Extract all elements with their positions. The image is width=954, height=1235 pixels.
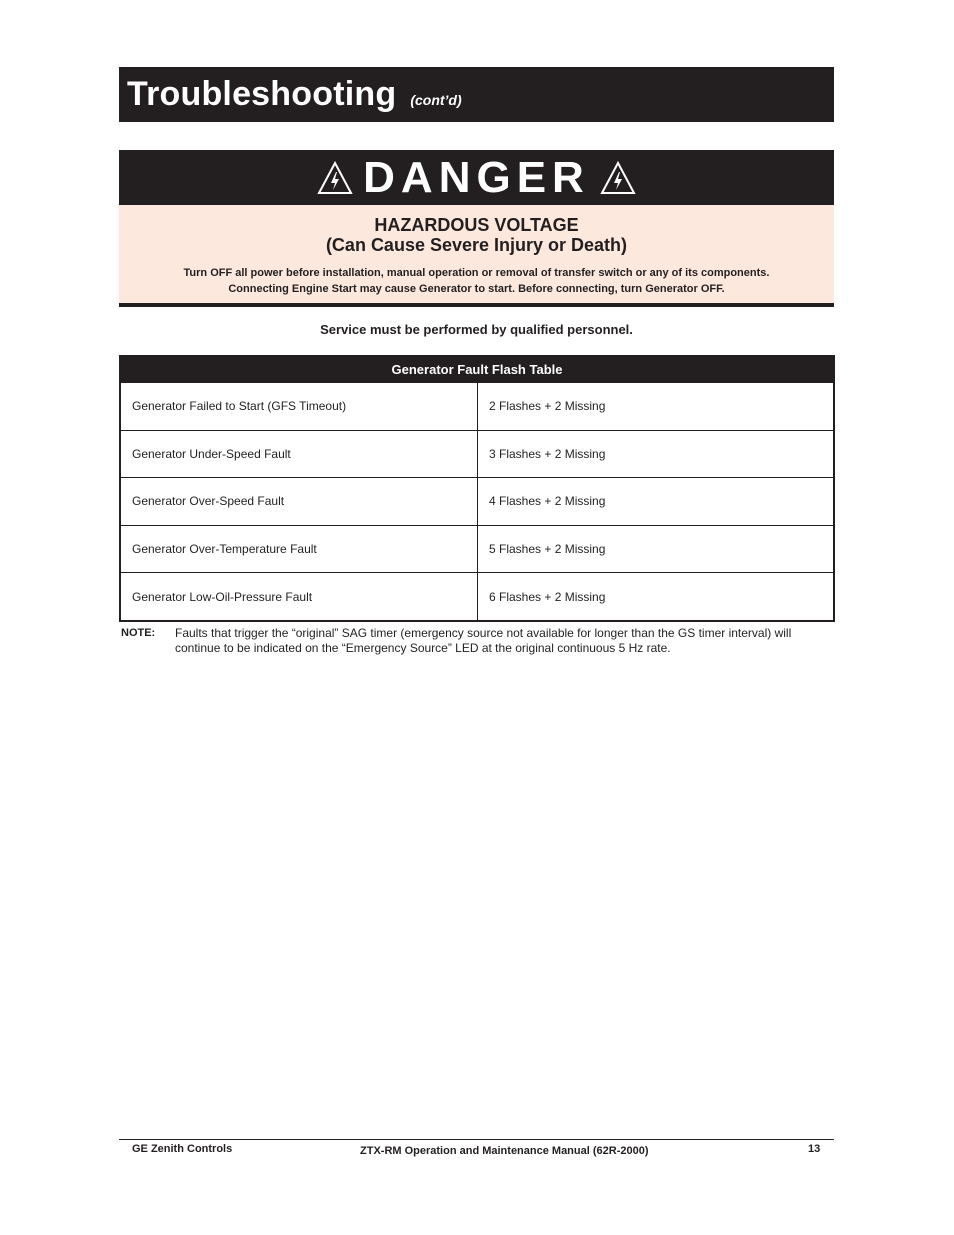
table-title: Generator Fault Flash Table [121, 357, 833, 382]
table-note [121, 626, 826, 656]
danger-banner [119, 150, 834, 205]
hazard-heading: HAZARDOUS VOLTAGE [374, 215, 579, 235]
fault-cell: Generator Over-Speed Fault [121, 478, 478, 525]
high-voltage-warning-icon [600, 161, 636, 195]
fault-cell: Generator Low-Oil-Pressure Fault [121, 573, 478, 620]
hazard-subheading: (Can Cause Severe Injury or Death) [325, 235, 628, 255]
fault-cell: Generator Failed to Start (GFS Timeout) [121, 383, 478, 430]
table-row [121, 525, 833, 573]
page-number: 13 [808, 1143, 821, 1155]
flash-code-cell: 6 Flashes + 2 Missing [489, 589, 606, 604]
danger-divider [119, 303, 834, 307]
hazard-instruction-2: Connecting Engine Start may cause Generator to start. Before connecting, turn Generator OFF. [228, 283, 725, 295]
footer-divider [119, 1139, 834, 1140]
note-label: NOTE: [121, 627, 156, 639]
page-title: Troubleshooting [127, 75, 397, 113]
danger-label: DANGER [363, 152, 590, 202]
footer-company: GE Zenith Controls [132, 1143, 233, 1155]
table-row [121, 572, 833, 620]
flash-code-cell: 3 Flashes + 2 Missing [489, 446, 606, 461]
flash-code-cell: 4 Flashes + 2 Missing [489, 494, 606, 509]
section-title-bar [119, 67, 834, 122]
service-notice: Service must be performed by qualified personnel. [320, 322, 633, 337]
flash-code-cell: 5 Flashes + 2 Missing [489, 542, 606, 557]
fault-cell: Generator Over-Temperature Fault [121, 526, 478, 573]
danger-message-panel [119, 205, 834, 303]
fault-flash-table [119, 355, 835, 622]
flash-code-cell: 2 Flashes + 2 Missing [489, 399, 606, 414]
table-row [121, 430, 833, 478]
hazard-instruction-1: Turn OFF all power before installation, manual operation or removal of transfer switch or any of its components. [183, 267, 770, 279]
high-voltage-warning-icon [317, 161, 353, 195]
note-text: Faults that trigger the “original” SAG timer (emergency source not available for longer than the GS timer interval) will continue to be indicated on the “Emergency Source” LED at the original continuous 5 Hz rate. [175, 626, 792, 655]
table-row [121, 382, 833, 430]
table-row [121, 477, 833, 525]
fault-cell: Generator Under-Speed Fault [121, 431, 478, 478]
page-subtitle: (cont’d) [410, 91, 462, 108]
footer-manual-title: ZTX-RM Operation and Maintenance Manual (62R-2000) [360, 1145, 649, 1157]
